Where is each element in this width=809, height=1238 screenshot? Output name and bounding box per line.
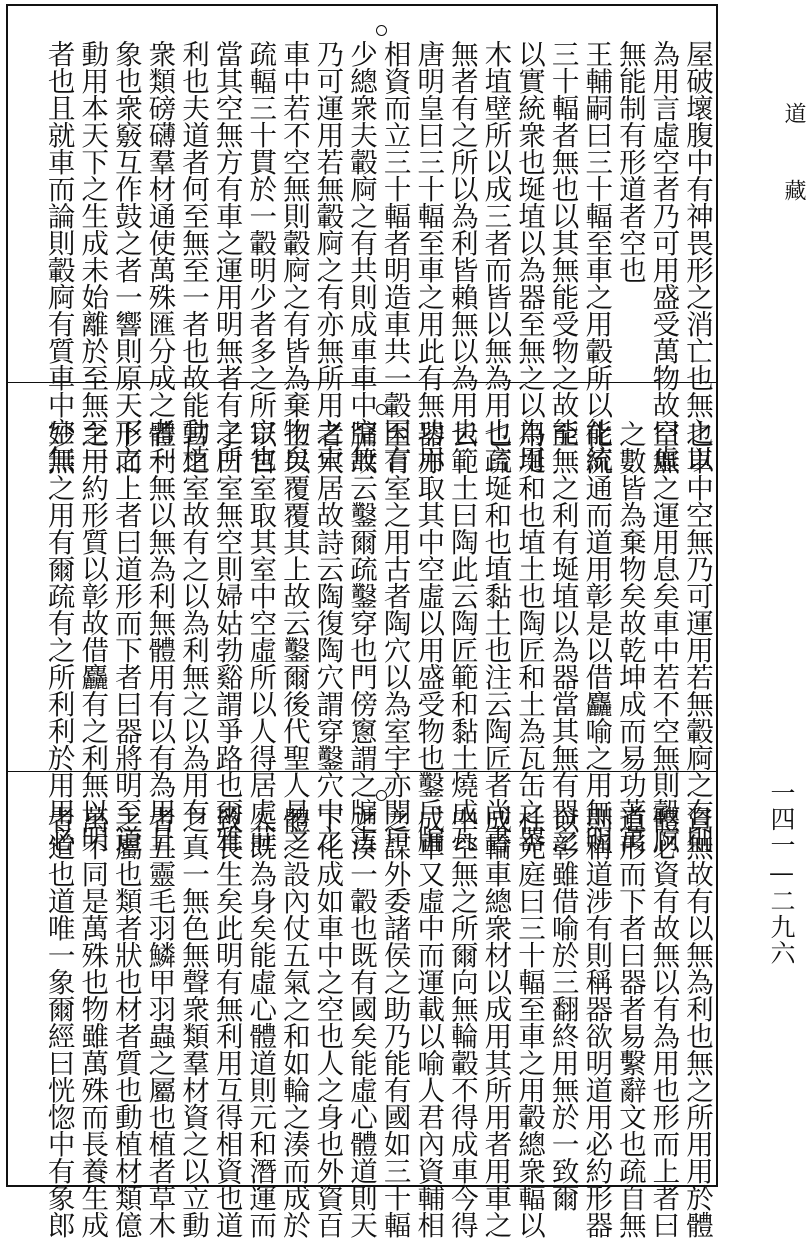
text-column: 無者有之所以為利皆賴無以為用也 (445, 40, 478, 445)
text-column: 土以覆覆其上故云鑿爾後代聖人易之 (277, 420, 310, 852)
text-column: 乃可運用若無轂㢌之有亦無所用之車 (311, 40, 344, 472)
text-column: 牖故云鑿爾疏鑿穿也門傍窻謂之牖古 (345, 420, 377, 852)
text-column: 體必資有故無以有為用也形而上者曰 (647, 806, 680, 1238)
text-column: 宮之室故有之以為利無之以為用有 (177, 420, 209, 825)
text-column: 相資而立三十輻者明造車共一轂因言 (378, 40, 411, 472)
text-column: 也疏埏和也埴黏土也注云陶匠者尚書 (479, 420, 512, 852)
text-column: 人既為身矣能虛心體道則元和潛運而 (244, 806, 277, 1238)
text-column: 成車又虛中而運載以喻人君內資輔相 (412, 806, 445, 1238)
text-column: 資無故有以無為利也無之所用用於體 (681, 806, 713, 1238)
text-column: 屋破壞腹中有神畏形之消亡也無之以 (681, 40, 713, 472)
text-column: 者五靈毛羽鱗甲羽蟲之屬也植者草木 (143, 806, 176, 1238)
text-column: 之湊一轂也既有國矣能虛心體道則天 (345, 806, 377, 1238)
text-column: 化流通而道用彰是以借麤喻之用無明 (580, 420, 613, 852)
text-column: 形而上者曰道形而下者曰器將明至道 (109, 420, 142, 852)
text-column: 利也夫道者何至無至一者也故能動植 (177, 40, 209, 472)
text-column: 唐明皇曰三十輻至車之用此有無功用 (412, 40, 445, 472)
text-column: 當其空無方有車之運用明無者有之所 (210, 40, 243, 472)
text-column: 象也衆竅互作鼓之者一響則原天下之 (109, 40, 142, 472)
text-column: 者道也道唯一象爾經曰恍惚中有象郎 (42, 806, 75, 1238)
text-column: 衆類磅礴羣材通使萬殊匯分成之者一 (143, 40, 176, 472)
text-panel-middle (42, 420, 718, 852)
text-column: 者也且就車而論則轂㢌有質車中空無 (42, 40, 75, 472)
text-column: 子曰室無空則婦姑勃谿謂爭路也爾雅 (210, 420, 243, 852)
text-column: 王輔嗣曰三十輻至車之用轂所以能統 (580, 40, 613, 472)
text-panel-top (42, 40, 718, 472)
text-column: 下化成如車中之空也人之身也外資百 (311, 806, 344, 1238)
text-column: 少總衆夫轂㢌之有共則成車車中空無 (345, 40, 377, 472)
text-column: 致長生矣此明有無利用互得相資也道 (210, 806, 243, 1238)
text-column: 云範土曰陶此云陶匠範和黏土燒成瓦 (445, 420, 478, 852)
text-column: 體利無以無為利無體用有以有為用且 (143, 420, 176, 852)
text-column: 疏輻三十貫於一轂明少者多之所宗也 (244, 40, 277, 472)
text-column: 器亦取其中空虛以用盛受物也鑿戶牖 (412, 420, 445, 852)
text-column: 以宮室取其室中空虛所以人得居處莊 (244, 420, 277, 852)
text-column: 以實統衆也埏埴以為器至無之以為用 (513, 40, 545, 472)
text-column: 中空無之所爾向無輪轂不得成車今得 (445, 806, 478, 1238)
text-column: 體之設內仗五氣之和如輪之湊而成於 (277, 806, 310, 1238)
text-column: 之謀外委諸侯之助乃能有國如三十輻 (378, 806, 411, 1238)
text-column: 則稱道涉有則稱器欲明道用必約形器 (580, 806, 613, 1238)
text-column: 之屬也類者狀也材者質也動植材類億 (109, 806, 142, 1238)
text-column: 為用言虛空者乃可用盛受萬物故曰虛 (647, 40, 680, 472)
text-column: 三十輻者無也以其無能受物之故能 (546, 40, 579, 445)
text-column: 至有室之用古者陶穴以為室宇亦開戶 (378, 420, 411, 852)
margin-canon-label: 藏 (781, 179, 806, 201)
text-column: 木埴壁所以成三者而皆以無為用也言 (479, 40, 512, 472)
text-column: 成輪車總衆材以成用其所用者用車之 (479, 806, 512, 1238)
text-column: 以彰雖借喻於三翻終用無於一致爾 (546, 806, 579, 1211)
text-column: 之數皆為棄物矣故乾坤成而易功著萬 (613, 420, 646, 852)
text-column: 車中若不空無則轂㢌之有皆為棄物矣 (277, 40, 310, 472)
margin-canon-label: 道 (781, 102, 806, 124)
text-column: 也車中空無乃可運用若無轂㢌之有則 (681, 420, 713, 852)
text-column: 萬不同是萬殊也物雖萬殊而長養生成 (76, 806, 109, 1238)
text-column: 杜光庭曰三十輻至車之用轂總衆輻以 (513, 806, 545, 1238)
text-column: 妙無之用有爾疏有之所利利於用用必 (42, 420, 75, 852)
folio-number: 一四一—二九六 (767, 780, 796, 966)
text-column: 用埏和也埴土也陶匠和土為瓦缶之器 (513, 420, 545, 852)
text-column: 道形而下者曰器者易繫辭文也疏自無 (613, 806, 646, 1238)
text-column: 之真一無色無聲衆類羣材資之以立動 (177, 806, 209, 1238)
section-circle-mark (376, 25, 387, 36)
text-column: 動用本天下之生成未始離於至無至一 (76, 40, 109, 472)
text-column: 者穴居故詩云陶復陶穴謂穿鑿穴中之 (311, 420, 344, 852)
text-column: 空無之運用息矣車中若不空無則轂㢌 (647, 420, 680, 852)
text-panel-bottom (42, 806, 718, 1238)
text-column: 無能制有形道者空也 (613, 40, 646, 283)
text-column: 之用約形質以彰故借麤有之利無以明 (76, 420, 109, 852)
text-column: 至無之利有埏埴以為器當其無有器之 (546, 420, 579, 852)
